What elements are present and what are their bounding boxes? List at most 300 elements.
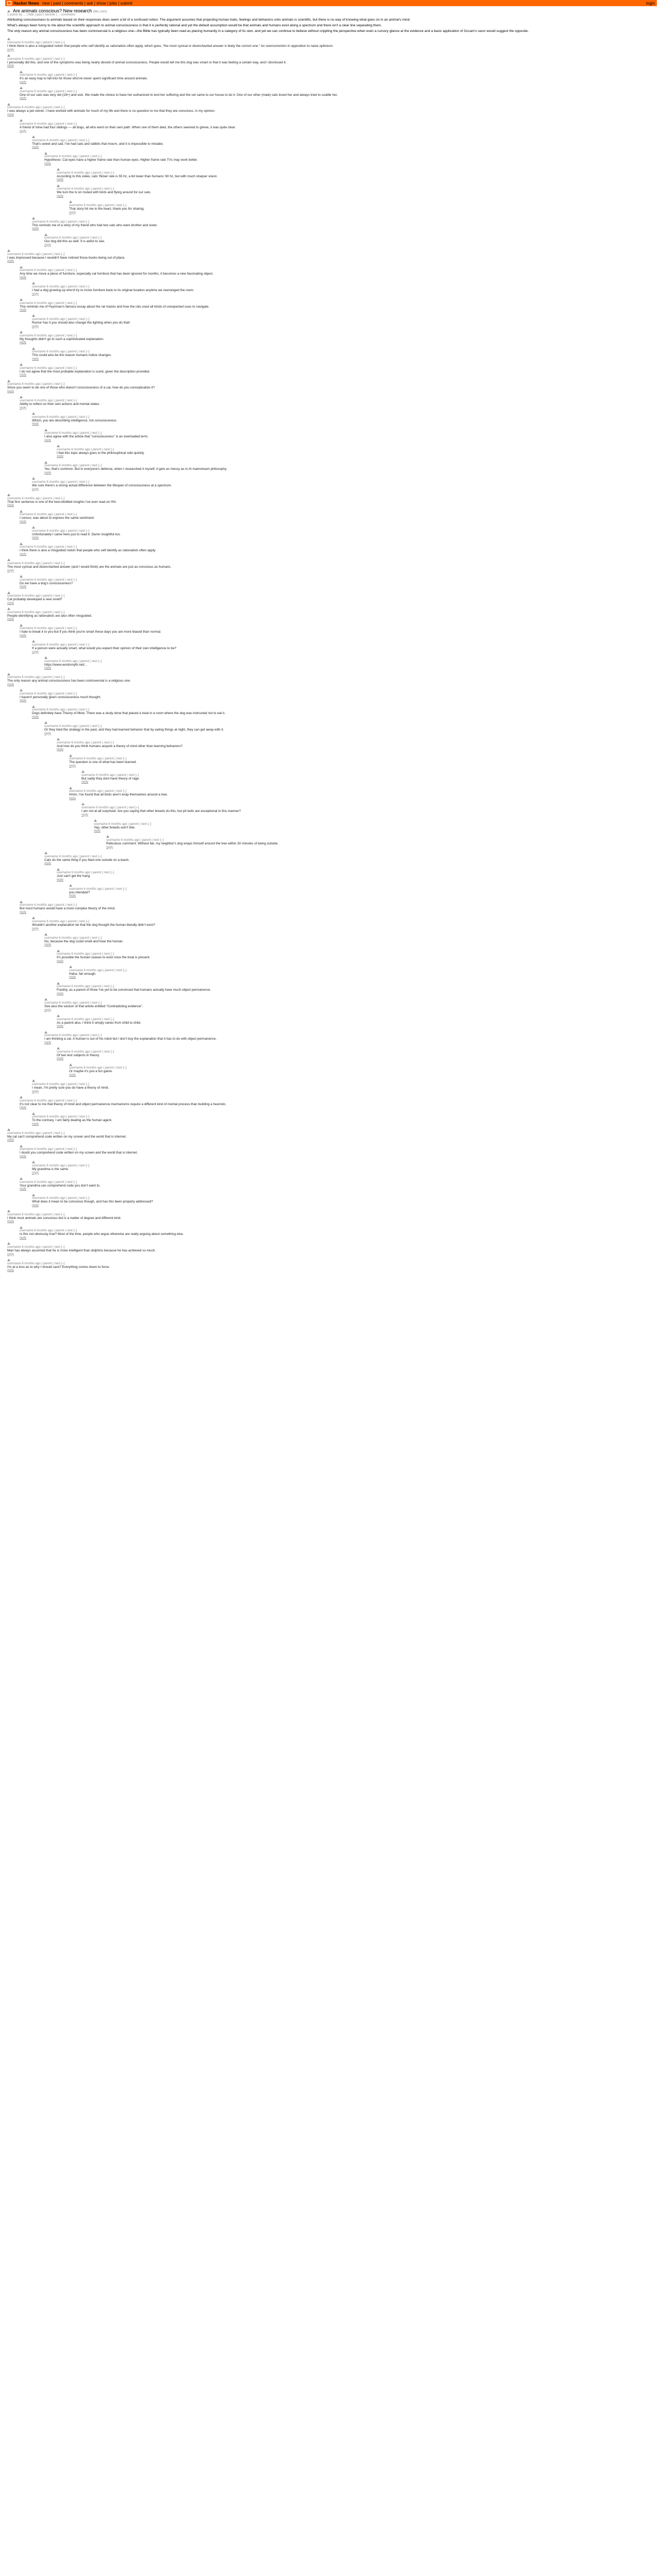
comment-meta[interactable]: username 6 months ago | parent | next [–] [20, 627, 77, 631]
comment-header [20, 899, 655, 907]
reply-link[interactable]: reply [7, 1139, 14, 1142]
comment-header [7, 671, 655, 679]
reply-link[interactable]: reply [20, 1155, 27, 1158]
reply-link[interactable]: reply [32, 1204, 39, 1207]
comment-header [32, 411, 655, 419]
reply-link[interactable]: reply [7, 618, 14, 621]
comment-meta[interactable]: username 6 months ago | parent | next [–] [57, 1018, 114, 1021]
upvote-arrow-icon[interactable] [7, 1242, 10, 1245]
upvote-arrow-icon[interactable] [32, 640, 35, 642]
comment-meta[interactable]: username 6 months ago | parent | next [–] [7, 562, 65, 565]
upvote-arrow-icon[interactable] [7, 249, 10, 252]
reply-link[interactable]: reply [20, 1236, 27, 1240]
upvote-arrow-icon[interactable] [7, 1259, 10, 1261]
reply-link[interactable]: reply [69, 1074, 76, 1077]
reply-link[interactable]: reply [20, 341, 27, 345]
comment-meta[interactable]: username 6 months ago | parent | next [–] [44, 659, 102, 663]
upvote-arrow-icon[interactable] [32, 282, 35, 284]
upvote-arrow-icon[interactable] [20, 1177, 23, 1180]
reply-link[interactable]: reply [32, 292, 39, 296]
upvote-arrow-icon[interactable] [20, 1096, 23, 1098]
upvote-arrow-icon[interactable] [20, 624, 23, 626]
reply-link[interactable]: reply [7, 683, 14, 686]
comment-meta[interactable]: username 6 months ago | parent | next [–] [32, 285, 90, 289]
reply-link[interactable]: reply [7, 113, 14, 116]
comment-meta[interactable]: username 6 months ago | parent | next [–] [69, 969, 127, 972]
top-nav[interactable]: new | past | comments | ask | show | jobs | submit [42, 1, 133, 6]
comment-meta[interactable]: username 6 months ago | parent | next [–] [57, 1050, 114, 1054]
reply-link[interactable]: reply [44, 1041, 52, 1044]
reply-link[interactable]: reply [57, 1025, 64, 1028]
reply-link[interactable]: reply [20, 1106, 27, 1110]
comment-meta[interactable]: username 6 months ago | parent | next [–] [20, 301, 77, 305]
comment-text: Hmm, I've found that all birds aren't wrap themselves around a tree. [69, 793, 168, 797]
comment-text: The question is one of what has been learned. [69, 760, 137, 765]
upvote-arrow-icon[interactable] [69, 787, 72, 789]
comment-meta[interactable]: username 6 months ago | parent | next [–] [20, 1180, 77, 1184]
reply-link[interactable]: reply [81, 813, 89, 817]
login-link[interactable]: login [646, 1, 655, 6]
upvote-arrow-icon[interactable] [57, 738, 60, 740]
comment-text: And how do you think humans acquire a theory of mind other than learning behaviors? [57, 744, 183, 748]
comment-meta[interactable]: username 6 months ago | parent | next [–] [20, 399, 77, 403]
reply-link[interactable]: reply [7, 601, 14, 605]
comment-meta[interactable]: username 6 months ago | parent | next [–] [32, 318, 90, 321]
reply-link[interactable]: reply [44, 667, 52, 670]
upvote-arrow-icon[interactable] [7, 591, 10, 594]
comment [32, 1078, 655, 1093]
comment-meta[interactable]: username 6 months ago | parent | next [–] [7, 676, 65, 680]
comment [69, 883, 655, 898]
comment-header [7, 378, 655, 386]
reply-link[interactable]: reply [32, 227, 39, 231]
reply-link[interactable]: reply [44, 162, 52, 165]
comment-meta[interactable]: username 6 months ago | parent | next [–] [94, 822, 152, 826]
site-name[interactable]: Hacker News [13, 1, 39, 6]
reply-link[interactable]: reply [44, 471, 52, 475]
upvote-arrow-icon[interactable] [7, 607, 10, 610]
upvote-arrow-icon[interactable] [94, 819, 97, 822]
comment [44, 460, 655, 474]
comment-meta[interactable]: username 6 months ago | parent | next [–] [44, 724, 102, 728]
comment-meta[interactable]: username 6 months ago | parent | next [–] [32, 529, 90, 533]
reply-link[interactable]: reply [32, 357, 39, 361]
comment-meta[interactable]: username 6 months ago | parent | next [–] [32, 139, 90, 142]
comment-text: you intended? [69, 890, 90, 894]
comment-meta[interactable]: username 6 months ago | parent | next [–] [69, 887, 127, 891]
comment-text: Wouldn't another explanation be that the dog thought the human literally didn't exist? [32, 923, 155, 927]
upvote-arrow-icon[interactable] [7, 1128, 10, 1131]
reply-link[interactable]: reply [57, 455, 64, 459]
comment-header [106, 834, 655, 842]
comment-header [44, 232, 655, 240]
comment-meta[interactable]: username 6 months ago | parent | next [–] [7, 106, 65, 110]
upvote-arrow-icon[interactable] [32, 217, 35, 219]
reply-link[interactable]: reply [32, 1122, 39, 1126]
comment-meta[interactable]: username 6 months ago | parent | next [–] [57, 188, 114, 191]
upvote-arrow-icon[interactable] [20, 266, 23, 268]
comment-meta[interactable]: username 6 months ago | parent | next [–] [7, 1131, 65, 1135]
reply-link[interactable]: reply [20, 97, 27, 100]
comment-meta[interactable]: username 6 months ago | parent | next [–] [57, 741, 114, 744]
reply-link[interactable]: reply [69, 894, 76, 898]
upvote-arrow-icon[interactable] [32, 347, 35, 350]
reply-link[interactable]: reply [57, 959, 64, 963]
upvote-arrow-icon[interactable] [57, 445, 60, 447]
reply-link[interactable]: reply [57, 194, 64, 198]
comment-meta[interactable]: username 6 months ago | parent | next [–] [20, 269, 77, 273]
upvote-arrow-icon[interactable] [44, 1031, 47, 1033]
comment [32, 639, 655, 654]
story-title[interactable]: Are animals conscious? New research [13, 8, 92, 13]
comment [7, 590, 655, 605]
upvote-arrow-icon[interactable] [7, 494, 10, 496]
upvote-arrow-icon[interactable] [20, 298, 23, 301]
comment-header [44, 427, 655, 435]
comment-meta[interactable]: username 6 months ago | parent | next [–] [7, 595, 65, 598]
comment-meta[interactable]: username 6 months ago | parent | next [–] [20, 1148, 77, 1151]
comment-header [20, 362, 655, 370]
reply-link[interactable]: reply [20, 80, 27, 84]
comment-meta[interactable]: username 6 months ago | parent | next [–] [44, 1034, 102, 1038]
comment [69, 199, 655, 214]
reply-link[interactable]: reply [57, 992, 64, 996]
comment-header [20, 1176, 655, 1184]
comment-text: https://www.wordsmyth.net/... [44, 663, 88, 667]
comment-meta[interactable]: username 6 months ago | parent | next [–] [44, 936, 102, 940]
comment-meta[interactable]: username 6 months ago | parent | next [–] [20, 578, 77, 582]
comment-header [69, 964, 655, 972]
comment-meta[interactable]: username 6 months ago | parent | next [–] [7, 57, 65, 61]
upvote-arrow-icon[interactable] [44, 461, 47, 464]
reply-link[interactable]: reply [7, 390, 14, 394]
reply-link[interactable]: reply [7, 504, 14, 507]
comment [7, 37, 655, 52]
reply-link[interactable]: reply [20, 406, 27, 410]
comment-meta[interactable]: username 6 months ago | parent | next [–] [69, 757, 127, 761]
comment [20, 574, 655, 589]
reply-link[interactable]: reply [44, 732, 52, 735]
upvote-arrow-icon[interactable] [7, 380, 10, 382]
upvote-arrow-icon[interactable] [20, 363, 23, 366]
comment-meta[interactable]: username 6 months ago | parent | next [–] [32, 920, 90, 924]
comment-text: Cats do the same thing if you feed one outside on a leash. [44, 858, 129, 862]
comment-header [44, 655, 655, 663]
comment-meta[interactable]: username 6 months ago | parent | next [–] [57, 171, 114, 175]
reply-link[interactable]: reply [69, 211, 76, 214]
reply-link[interactable]: reply [20, 374, 27, 377]
reply-link[interactable]: reply [44, 438, 52, 442]
comment-meta[interactable]: username 6 months ago | parent | next [–] [20, 904, 77, 907]
comment-meta[interactable]: username 6 months ago | parent | next [–] [20, 90, 77, 93]
reply-link[interactable]: reply [20, 309, 27, 312]
upvote-arrow-icon[interactable] [20, 396, 23, 398]
comment-text: Rumor has it you should also change the lighting when you do that! [32, 321, 130, 325]
upvote-arrow-icon[interactable] [20, 331, 23, 333]
reply-link[interactable]: reply [7, 1220, 14, 1224]
comment-header [32, 639, 655, 647]
upvote-arrow-icon[interactable] [20, 510, 23, 513]
comment-header [44, 150, 655, 158]
y-logo-icon[interactable] [7, 1, 11, 5]
reply-link[interactable]: reply [44, 243, 52, 247]
upvote-arrow-icon[interactable] [32, 314, 35, 317]
upvote-arrow-icon[interactable] [44, 933, 47, 936]
comment-meta[interactable]: username 6 months ago | parent | next [–] [32, 643, 90, 647]
comment-text: According to this video, cats' flicker rate is 55 hz, a bit lower than humans' 60 hz, but with much sharper vision. [57, 174, 218, 178]
comment-meta[interactable]: username 6 months ago | parent | next [–] [20, 366, 77, 370]
upvote-arrow-icon[interactable] [20, 119, 23, 122]
reply-link[interactable]: reply [32, 325, 39, 328]
upvote-arrow-icon[interactable] [20, 689, 23, 691]
comment-meta[interactable]: username 6 months ago | parent | next [–] [7, 41, 65, 44]
comment [32, 525, 655, 540]
upvote-arrow-icon[interactable] [20, 87, 23, 89]
comment-header [81, 802, 655, 809]
comment-meta[interactable]: username 6 months ago | parent | next [–] [32, 1115, 90, 1119]
reply-link[interactable]: reply [44, 862, 52, 866]
reply-link[interactable]: reply [81, 781, 89, 784]
comment [32, 1111, 655, 1126]
comment-meta[interactable]: username 6 months ago | parent | next [–] [57, 448, 114, 451]
upvote-arrow-icon[interactable] [7, 1210, 10, 1212]
comment-meta[interactable]: username 6 months ago | parent | next [–] [20, 1229, 77, 1233]
upvote-arrow-icon[interactable] [44, 429, 47, 431]
reply-link[interactable]: reply [20, 699, 27, 703]
comment-meta[interactable]: username 6 months ago | parent | next [–] [7, 383, 65, 386]
comment-meta[interactable]: username 6 months ago | parent | next [–] [7, 1245, 65, 1249]
reply-link[interactable]: reply [32, 1090, 39, 1093]
upvote-arrow-icon[interactable] [32, 1161, 35, 1163]
reply-link[interactable]: reply [7, 260, 14, 263]
upvote-arrow-icon[interactable] [81, 803, 85, 805]
comment-meta[interactable]: username 6 months ago | parent | next [–] [81, 806, 139, 809]
upvote-arrow-icon[interactable] [57, 184, 60, 187]
reply-link[interactable]: reply [32, 146, 39, 149]
reply-link[interactable]: reply [20, 911, 27, 914]
reply-link[interactable]: reply [20, 520, 27, 523]
reply-link[interactable]: reply [57, 878, 64, 882]
upvote-arrow-icon[interactable] [57, 950, 60, 952]
comment-meta[interactable]: username 6 months ago | parent | next [–] [44, 236, 102, 240]
reply-link[interactable]: reply [32, 650, 39, 654]
reply-link[interactable]: reply [7, 64, 14, 68]
comment-header [20, 1225, 655, 1232]
upvote-arrow-icon[interactable] [57, 168, 60, 171]
upvote-arrow-icon[interactable] [69, 754, 72, 757]
comment-meta[interactable]: username 6 months ago | parent | next [–] [69, 204, 127, 207]
comment-text: One of our cats was very old (18+) and sick. We made the choice to have her euthanized to end her suffering and the vet came to our house to do it. One of our other (male) cats loved her and always tried to cuddle her. [20, 93, 338, 97]
comment [32, 411, 655, 426]
upvote-arrow-icon[interactable] [44, 656, 47, 659]
upvote-arrow-icon[interactable] [44, 998, 47, 1001]
comment-text: Unfortunately I came here just to read it. Damn insightful too. [32, 532, 121, 536]
comment-meta[interactable]: username 6 months ago | parent | next [–] [20, 692, 77, 696]
comment-meta[interactable]: username 6 months ago | parent | next [–] [32, 708, 90, 712]
comment-meta[interactable]: username 6 months ago | parent | next [–] [69, 790, 127, 793]
comment-meta[interactable]: username 6 months ago | parent | next [–] [69, 1066, 127, 1070]
reply-link[interactable]: reply [32, 536, 39, 540]
comment-meta[interactable]: username 6 months ago | parent | next [–] [57, 871, 114, 875]
comment-text: People identifying as rationalists are also often misguided. [7, 614, 92, 618]
upvote-arrow-icon[interactable] [69, 200, 72, 203]
upvote-arrow-icon[interactable] [57, 982, 60, 985]
reply-link[interactable]: reply [32, 715, 39, 719]
reply-link[interactable]: reply [7, 1269, 14, 1273]
comment [20, 509, 655, 523]
comment-meta[interactable]: username 6 months ago | parent | next [–] [57, 953, 114, 956]
comment-meta[interactable]: username 6 months ago | parent | next [–] [32, 481, 90, 484]
reply-link[interactable]: reply [106, 845, 113, 849]
reply-link[interactable]: reply [32, 927, 39, 930]
story-meta: 1 points by ... | hide | past | favorite | ... comments [7, 13, 75, 16]
comment-meta[interactable]: username 6 months ago | parent | next [–] [20, 334, 77, 337]
comment [44, 932, 655, 947]
comment-meta[interactable]: username 6 months ago | parent | next [–] [44, 432, 102, 435]
reply-link[interactable]: reply [32, 1171, 39, 1175]
comment [44, 655, 655, 670]
comment-header [7, 1241, 655, 1249]
upvote-arrow-icon[interactable] [44, 852, 47, 854]
upvote-arrow-icon[interactable] [32, 412, 35, 415]
comment-text: I hate to break it to you but if you think you're smart these days you are more biased than normal. [20, 630, 161, 634]
comment-meta[interactable]: username 6 months ago | parent | next [–] [57, 985, 114, 989]
reply-link[interactable]: reply [7, 48, 14, 52]
upvote-arrow-icon[interactable] [32, 1079, 35, 1082]
reply-link[interactable]: reply [7, 1252, 14, 1256]
reply-link[interactable]: reply [69, 796, 76, 800]
upvote-arrow-icon[interactable] [32, 705, 35, 708]
upvote-arrow-icon[interactable] [44, 721, 47, 724]
comment-meta[interactable]: username 6 months ago | parent | next [–] [7, 1213, 65, 1216]
comment-meta[interactable]: username 6 months ago | parent | next [–] [20, 122, 77, 126]
upvote-arrow-icon[interactable] [7, 10, 10, 12]
upvote-arrow-icon[interactable] [32, 135, 35, 138]
upvote-arrow-icon[interactable] [44, 152, 47, 155]
comment-meta[interactable]: username 6 months ago | parent | next [–] [32, 1197, 90, 1200]
reply-link[interactable]: reply [7, 569, 14, 572]
comment-meta[interactable]: username 6 months ago | parent | next [–] [81, 773, 139, 777]
reply-link[interactable]: reply [20, 634, 27, 637]
reply-link[interactable]: reply [57, 178, 64, 182]
upvote-arrow-icon[interactable] [20, 71, 23, 73]
upvote-arrow-icon[interactable] [7, 558, 10, 561]
upvote-arrow-icon[interactable] [20, 543, 23, 545]
upvote-arrow-icon[interactable] [20, 575, 23, 578]
reply-link[interactable]: reply [44, 943, 52, 947]
reply-link[interactable]: reply [20, 1188, 27, 1191]
reply-link[interactable]: reply [69, 764, 76, 768]
upvote-arrow-icon[interactable] [69, 965, 72, 968]
reply-link[interactable]: reply [20, 129, 27, 133]
comment-meta[interactable]: username 6 months ago | parent | next [–] [32, 415, 90, 419]
comment-meta[interactable]: username 6 months ago | parent | next [–] [7, 497, 65, 500]
comment-meta[interactable]: username 6 months ago | parent | next [–] [32, 1083, 90, 1086]
reply-link[interactable]: reply [32, 422, 39, 426]
story-paragraph: What's always been funny to me about the scientific approach to animal consciousness is that it is perfectly rational and yet the default assumption would be that animals and humans exist along a spectrum and there isn't a clear line separating them. [7, 24, 382, 27]
comment-meta[interactable]: username 6 months ago | parent | next [–] [7, 252, 65, 256]
comment-meta[interactable]: username 6 months ago | parent | next [–] [32, 220, 90, 224]
upvote-arrow-icon[interactable] [32, 1194, 35, 1196]
comment [20, 330, 655, 345]
upvote-arrow-icon[interactable] [20, 1145, 23, 1147]
reply-link[interactable]: reply [44, 1008, 52, 1012]
comment-header [32, 346, 655, 353]
comment-meta[interactable]: username 6 months ago | parent | next [–] [7, 1262, 65, 1265]
reply-link[interactable]: reply [32, 487, 39, 491]
comment-header [7, 248, 655, 256]
comment-header [32, 216, 655, 224]
comment-text: I think there is also a misguided notion that people who self identify as rationalists often apply, which goes, "the most cynical or disenchanted answer is likely the correct one." An overcorrection in opposition to naive optimism. [7, 44, 334, 48]
comment [7, 1258, 655, 1273]
comment-meta[interactable]: username 6 months ago | parent | next [–] [7, 611, 65, 614]
comment-meta[interactable]: username 6 months ago | parent | next [–] [20, 1099, 77, 1103]
upvote-arrow-icon[interactable] [7, 38, 10, 40]
upvote-arrow-icon[interactable] [81, 770, 85, 773]
comment-text: Ridiculous comment. Without fail, my neighbor's dog wraps himself around the tree within 30 minutes of being outside. [106, 842, 279, 846]
upvote-arrow-icon[interactable] [32, 477, 35, 480]
comment-header [20, 1143, 655, 1151]
upvote-arrow-icon[interactable] [57, 868, 60, 871]
comment-meta[interactable]: username 6 months ago | parent | next [–] [20, 513, 77, 517]
reply-link[interactable]: reply [20, 585, 27, 589]
upvote-arrow-icon[interactable] [7, 103, 10, 106]
reply-link[interactable]: reply [20, 553, 27, 556]
comment-meta[interactable]: username 6 months ago | parent | next [–] [20, 546, 77, 549]
comment-meta[interactable]: username 6 months ago | parent | next [–] [44, 464, 102, 468]
comment-meta[interactable]: username 6 months ago | parent | next [–] [44, 855, 102, 858]
comment-text: That first sentence is one of the best-distilled insights I've ever read on HN. [7, 500, 117, 504]
upvote-arrow-icon[interactable] [20, 901, 23, 903]
comment [7, 101, 655, 116]
upvote-arrow-icon[interactable] [69, 884, 72, 887]
upvote-arrow-icon[interactable] [57, 1014, 60, 1017]
comment-meta[interactable]: username 6 months ago | parent | next [–] [32, 350, 90, 354]
upvote-arrow-icon[interactable] [44, 233, 47, 236]
upvote-arrow-icon[interactable] [7, 673, 10, 675]
reply-link[interactable]: reply [69, 976, 76, 979]
comment-meta[interactable]: username 6 months ago | parent | next [–] [20, 74, 77, 77]
comment-meta[interactable]: username 6 months ago | parent | next [–] [32, 1164, 90, 1167]
reply-link[interactable]: reply [20, 276, 27, 279]
upvote-arrow-icon[interactable] [57, 1047, 60, 1049]
comment-header [69, 753, 655, 760]
comment-header [69, 1062, 655, 1070]
comment-text: That story hit me in the heart, thank you for sharing. [69, 207, 145, 211]
comment-text: The only reason any animal consciousness has been controversial is a religious one. [7, 679, 131, 683]
comment-text: Our dog did this as well. It is awful to see. [44, 240, 105, 244]
reply-link[interactable]: reply [57, 748, 64, 752]
reply-link[interactable]: reply [94, 829, 101, 833]
comment-text: Man has always assumed that he is more intelligent than dolphins because he has achieved so much. [7, 1248, 156, 1252]
story-domain[interactable]: (bbc.com) [93, 10, 107, 13]
comment-meta[interactable]: username 6 months ago | parent | next [–] [44, 155, 102, 159]
comment-text: I do not agree that the most probable explanation is scent, given the description provided. [20, 369, 150, 374]
upvote-arrow-icon[interactable] [106, 835, 109, 838]
comment-text: I haven't personally given consciousness much thought. [20, 695, 101, 699]
reply-link[interactable]: reply [57, 1057, 64, 1061]
upvote-arrow-icon[interactable] [32, 1112, 35, 1115]
comment-meta[interactable]: username 6 months ago | parent | next [–] [106, 839, 164, 842]
comment-meta[interactable]: username 6 months ago | parent | next [–] [44, 1002, 102, 1005]
upvote-arrow-icon[interactable] [32, 917, 35, 919]
upvote-arrow-icon[interactable] [7, 54, 10, 57]
comment-text: A friend of mine had four siblings — all dogs, all who went on their own path. When one of them died, the others seemed to grieve, it was quite clear. [20, 125, 236, 129]
upvote-arrow-icon[interactable] [20, 1226, 23, 1229]
comment [57, 183, 655, 198]
upvote-arrow-icon[interactable] [32, 526, 35, 529]
upvote-arrow-icon[interactable] [69, 1063, 72, 1066]
